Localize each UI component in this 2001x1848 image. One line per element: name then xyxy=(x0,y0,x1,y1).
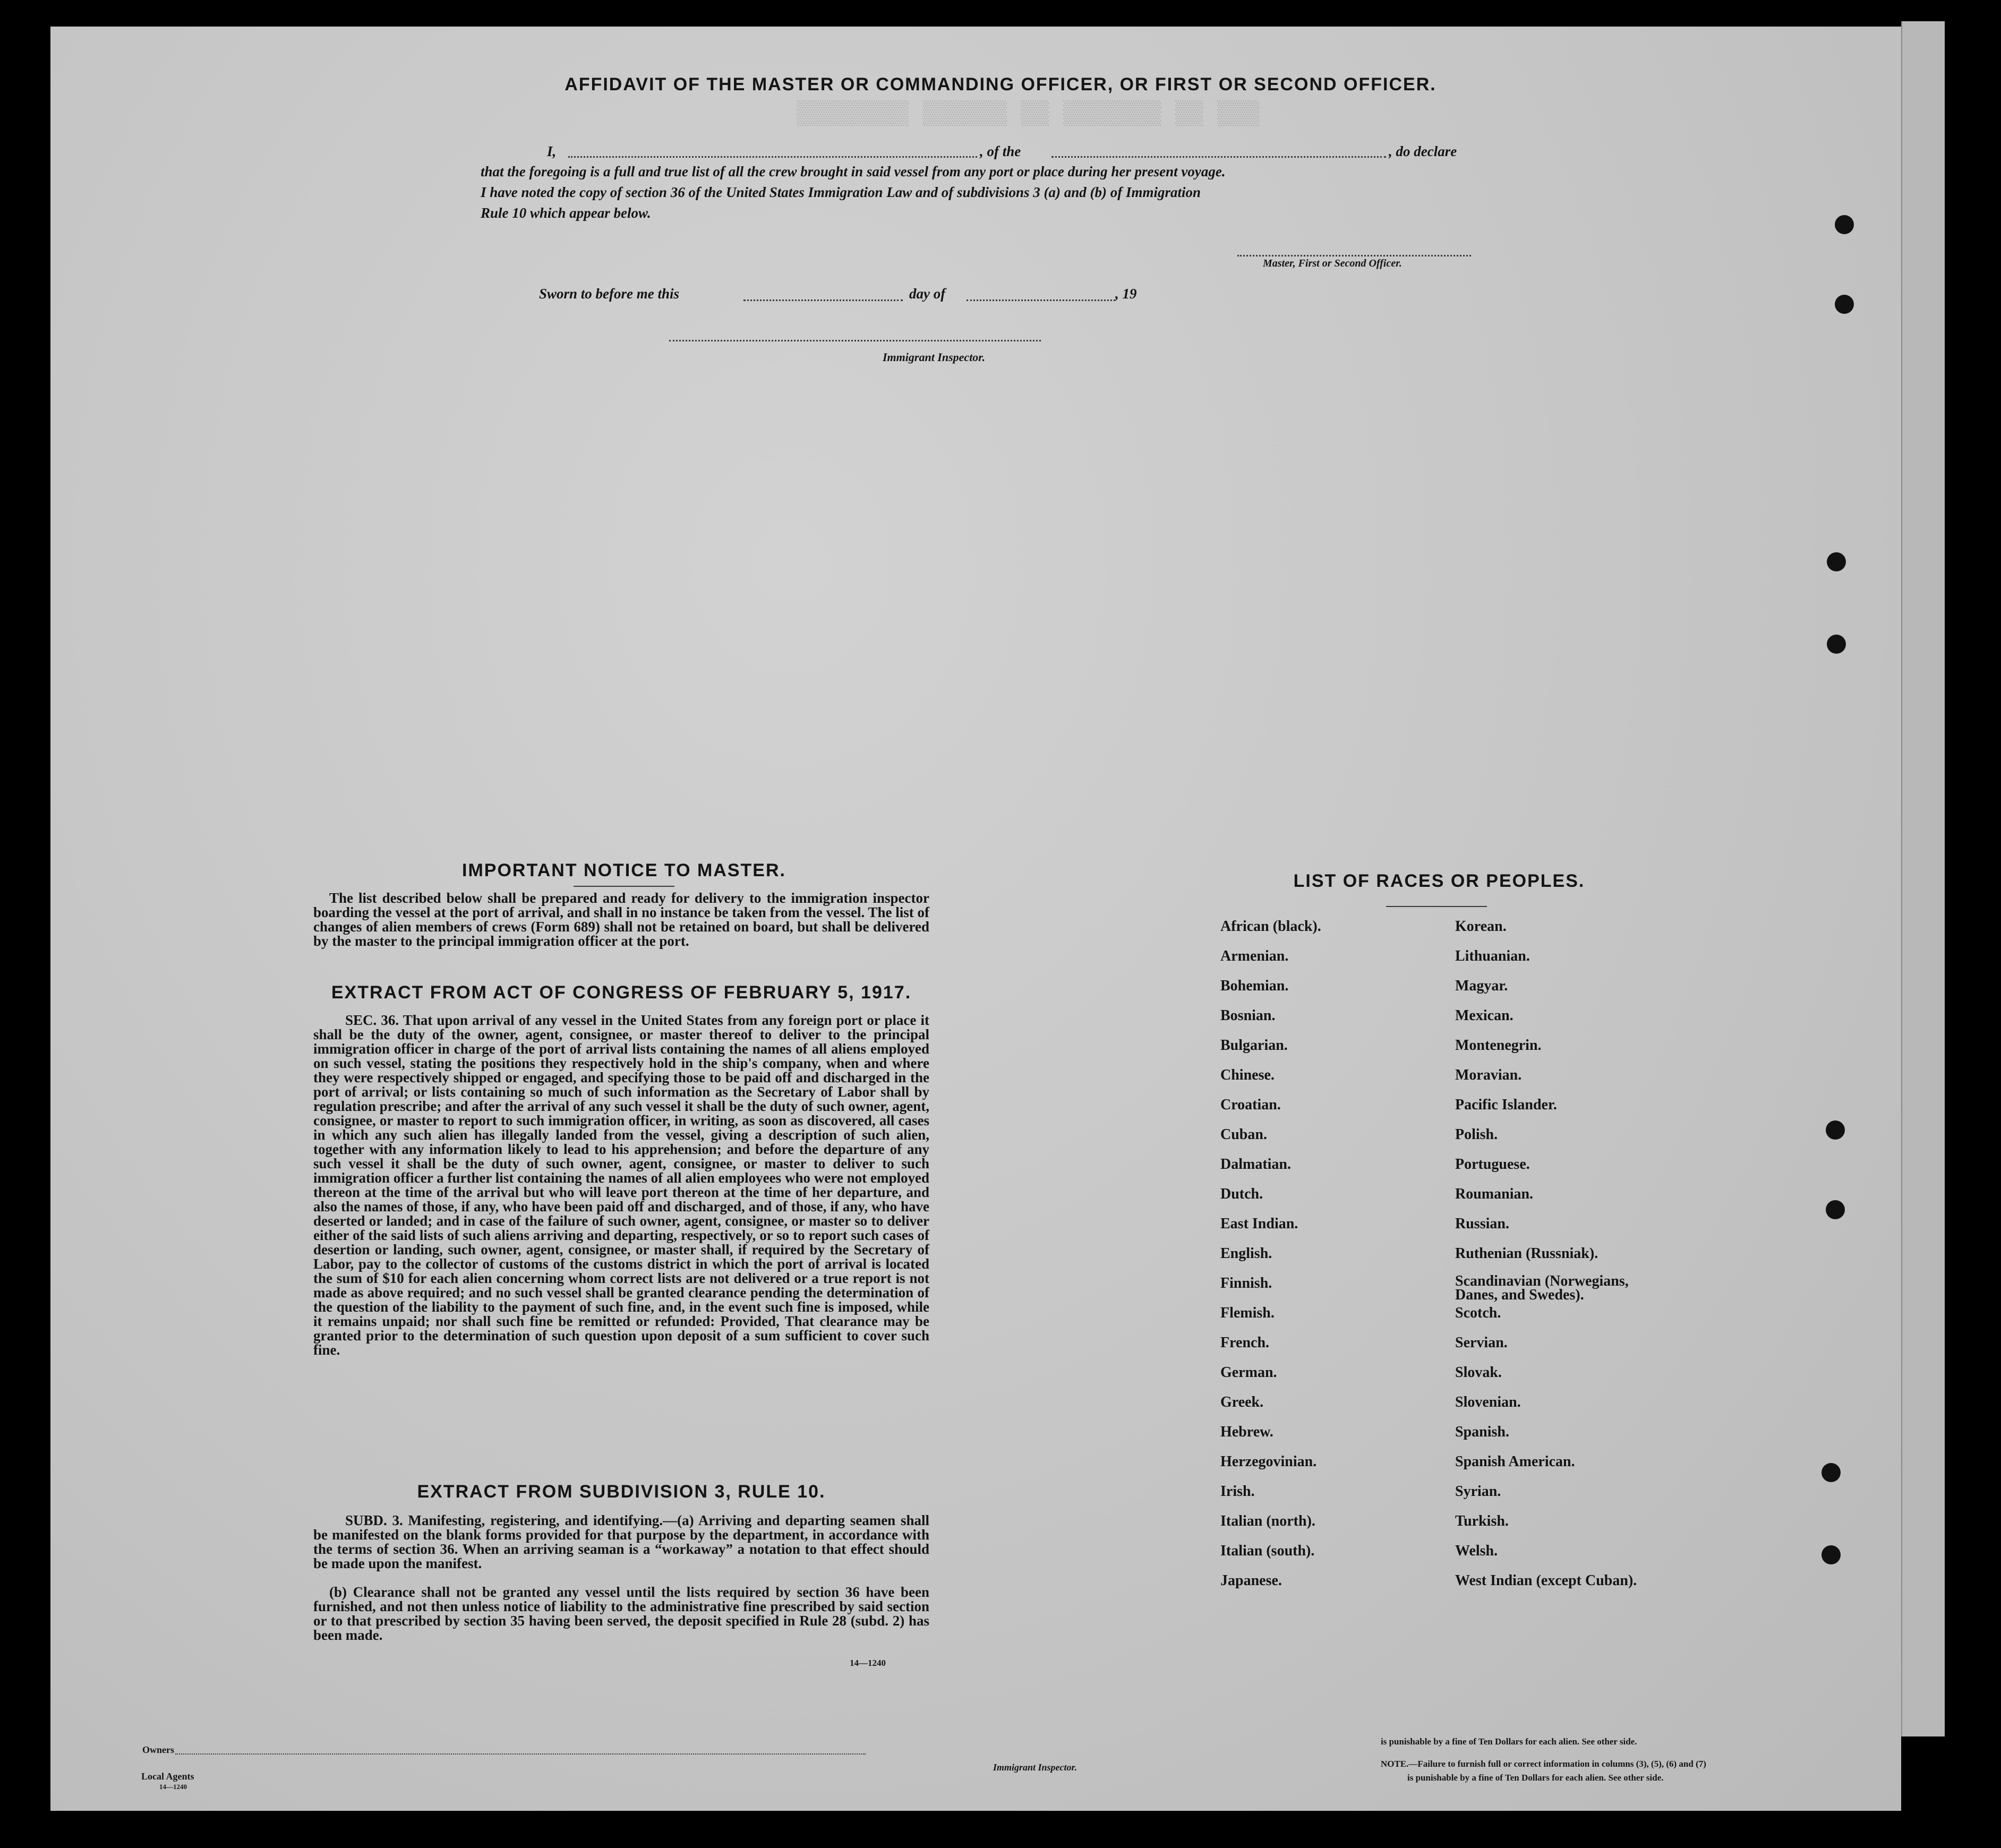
page-edge-strip xyxy=(1901,21,1945,1736)
binder-hole xyxy=(1827,635,1846,654)
race-item: East Indian. xyxy=(1220,1216,1298,1232)
race-item: Servian. xyxy=(1455,1334,1508,1351)
sworn-day-blank xyxy=(743,300,903,301)
race-item: Moravian. xyxy=(1455,1067,1522,1083)
day-of-text: day of xyxy=(909,286,946,302)
race-item: Hebrew. xyxy=(1220,1424,1273,1440)
race-item: Ruthenian (Russniak). xyxy=(1455,1245,1598,1262)
footer-local-agents-form: 14—1240 xyxy=(159,1783,187,1791)
inspector-label: Immigrant Inspector. xyxy=(883,350,986,364)
affidavit-title: AFFIDAVIT OF THE MASTER OR COMMANDING OFFICER, OR FIRST OR SECOND OFFICER. xyxy=(565,74,1436,95)
race-item: West Indian (except Cuban). xyxy=(1455,1572,1637,1589)
sworn-month-blank xyxy=(967,300,1115,301)
race-item: Polish. xyxy=(1455,1126,1498,1143)
race-item: Russian. xyxy=(1455,1216,1509,1232)
race-item: Herzegovinian. xyxy=(1220,1453,1317,1470)
race-item: Syrian. xyxy=(1455,1483,1501,1500)
affidavit-line-4: Rule 10 which appear below. xyxy=(481,205,651,221)
race-item: Scotch. xyxy=(1455,1305,1501,1321)
vessel-blank xyxy=(1051,156,1386,158)
binder-hole xyxy=(1822,1545,1841,1564)
race-item: Turkish. xyxy=(1455,1513,1509,1529)
races-column-1 xyxy=(1220,918,1321,1602)
binder-hole xyxy=(1835,215,1854,234)
race-item: Croatian. xyxy=(1220,1097,1281,1113)
affidavit-of-the: , of the xyxy=(980,143,1021,159)
race-item: Spanish American. xyxy=(1455,1453,1575,1470)
races-column-2 xyxy=(1455,918,1646,1602)
race-item: Italian (north). xyxy=(1220,1513,1315,1529)
race-item: Cuban. xyxy=(1220,1126,1267,1143)
race-item: English. xyxy=(1220,1245,1272,1262)
footer-owners-line xyxy=(175,1753,866,1755)
race-item: Irish. xyxy=(1220,1483,1255,1500)
year-text: , 19 xyxy=(1115,286,1137,302)
footer-local-agents: Local Agents xyxy=(141,1771,194,1782)
race-item: Greek. xyxy=(1220,1394,1264,1410)
footer-note-line-2: is punishable by a fine of Ten Dollars for each alien. See other side. xyxy=(1407,1773,1664,1783)
race-item: Spanish. xyxy=(1455,1424,1509,1440)
race-item: Chinese. xyxy=(1220,1067,1275,1083)
affidavit-declare: , do declare xyxy=(1389,143,1457,159)
race-item: Korean. xyxy=(1455,918,1507,935)
master-label: Master, First or Second Officer. xyxy=(1263,258,1402,269)
binder-hole xyxy=(1826,1200,1845,1219)
race-item: Bosnian. xyxy=(1220,1007,1276,1024)
race-item: German. xyxy=(1220,1364,1277,1381)
rule-heading: EXTRACT FROM SUBDIVISION 3, RULE 10. xyxy=(417,1482,826,1502)
rule-text-a: SUBD. 3. Manifesting, registering, and identifying.—(a) Arriving and departing seamen shall be manifested on the blank forms provided for that purpose by the department, in accordance with the terms of section 36. When an arriving seaman is a “workaway” a notation to that effect should be made upon the manifest. xyxy=(313,1512,929,1571)
rule-text-b: (b) Clearance shall not be granted any vessel until the lists required by section 36 have been furnished, and not then unless notice of liability to the administrative fine prescribed by said section or to that prescribed by section 35 having been served, the deposit specified in Rule 28 (subd. 2) has been made. xyxy=(313,1584,929,1643)
race-item: Finnish. xyxy=(1220,1275,1272,1291)
affidavit-line-3: I have noted the copy of section 36 of the United States Immigration Law and of subdivisions 3 (a) and (b) of Immigration xyxy=(481,184,1201,200)
binder-hole xyxy=(1826,1120,1845,1140)
notice-heading-rule xyxy=(574,886,674,887)
footer-owners: Owners xyxy=(142,1744,174,1755)
footer-note-top: is punishable by a fine of Ten Dollars for each alien. See other side. xyxy=(1381,1736,1637,1747)
races-heading-rule xyxy=(1386,906,1487,907)
race-item: Scandinavian (Norwegians, Danes, and Swedes). xyxy=(1455,1273,1629,1303)
race-item: Bohemian. xyxy=(1220,978,1289,994)
act-text: SEC. 36. That upon arrival of any vessel in the United States from any foreign port or place it shall be the duty of the owner, agent, consignee, or master thereof to deliver to the principal immigration officer in charge of the port of arrival lists containing the names of all aliens employed on such vessel, stating the positions they respectively hold in the ship's company, when and where they were respectively shipped or engaged, and specifying those to be paid off and discharged in the port of arrival; or lists containing so much of such information as the Secretary of Labor shall by regulation prescribe; and after the arrival of any such vessel it shall be the duty of such owner, agent, consignee, or master to report to such immigration officer, in writing, as soon as discovered, all cases in which any such alien has illegally landed from the vessel, giving a description of such alien, together with any information likely to lead to his apprehension; and before the departure of any such vessel it shall be the duty of such owner, agent, consignee, or master to deliver to such immigration officer a further list containing the names of all alien employees who were not employed thereon at the time of the arrival but who will leave port thereon at the time of her departure, and also the names of those, if any, who have been paid off and discharged, and of those, if any, who have deserted or landed; and in case of the failure of such owner, agent, consignee, or master so to deliver either of the said lists of such aliens arriving and departing, respectively, or so to report such cases of desertion or landing, such owner, agent, consignee, or master shall, if required by the Secretary of Labor, pay to the collector of customs of the customs district in which the port of arrival is located the sum of $10 for each alien concerning whom correct lists are not delivered or a true report is not made as above required; and no such vessel shall be granted clearance pending the determination of the question of the liability to the payment of such fine, and, in the event such fine is imposed, while it remains unpaid; nor shall such fine be remitted or refunded: Provided, That clearance may be granted prior to the determination of such question upon deposit of a sum sufficient to cover such fine. xyxy=(313,1012,929,1358)
race-item: Pacific Islander. xyxy=(1455,1097,1557,1113)
race-item: African (black). xyxy=(1220,918,1321,935)
race-item: Mexican. xyxy=(1455,1007,1513,1024)
affidavit-i: I, xyxy=(547,143,557,159)
name-blank xyxy=(568,156,977,158)
sworn-text: Sworn to before me this xyxy=(539,286,680,302)
master-signature-line xyxy=(1237,255,1471,256)
notice-heading: IMPORTANT NOTICE TO MASTER. xyxy=(462,860,786,880)
race-item: Magyar. xyxy=(1455,978,1508,994)
race-item: Lithuanian. xyxy=(1455,948,1530,964)
race-item: Dalmatian. xyxy=(1220,1156,1291,1173)
footer-note-line-1: NOTE.—Failure to furnish full or correct information in columns (3), (5), (6) and (7) xyxy=(1381,1759,1706,1769)
footer-inspector: Immigrant Inspector. xyxy=(993,1762,1078,1773)
inspector-signature-line xyxy=(669,340,1041,341)
race-item: French. xyxy=(1220,1334,1270,1351)
race-item: Slovenian. xyxy=(1455,1394,1521,1410)
binder-hole xyxy=(1822,1463,1841,1482)
race-item: Flemish. xyxy=(1220,1305,1275,1321)
rule-form-number: 14—1240 xyxy=(850,1658,886,1668)
binder-hole xyxy=(1827,552,1846,571)
bleed-through-heading: ▒▒▒ ▒▒ ▒▒▒▒▒▒▒ ▒▒ ▒▒▒▒▒▒ ▒▒▒▒▒▒▒▒ xyxy=(797,101,1260,127)
affidavit-line-2: that the foregoing is a full and true list of all the crew brought in said vessel from any port or place during her present voyage. xyxy=(481,164,1226,179)
races-heading: LIST OF RACES OR PEOPLES. xyxy=(1293,871,1585,891)
race-item: Montenegrin. xyxy=(1455,1037,1542,1054)
race-item: Italian (south). xyxy=(1220,1543,1315,1559)
race-item: Bulgarian. xyxy=(1220,1037,1288,1054)
binder-hole xyxy=(1835,295,1854,314)
act-heading: EXTRACT FROM ACT OF CONGRESS OF FEBRUARY 5, 1917. xyxy=(331,982,912,1003)
race-item: Slovak. xyxy=(1455,1364,1502,1381)
race-item: Japanese. xyxy=(1220,1572,1282,1589)
race-item: Dutch. xyxy=(1220,1186,1263,1202)
race-item: Roumanian. xyxy=(1455,1186,1534,1202)
notice-text: The list described below shall be prepared and ready for delivery to the immigration inspector boarding the vessel at the port of arrival, and shall in no instance be taken from the vessel. The list of changes of alien members of crews (Form 689) shall not be retained on board, but shall be delivered by the master to the principal immigration officer at the port. xyxy=(313,890,930,949)
race-item: Portuguese. xyxy=(1455,1156,1530,1173)
race-item: Welsh. xyxy=(1455,1543,1498,1559)
race-item: Armenian. xyxy=(1220,948,1289,964)
